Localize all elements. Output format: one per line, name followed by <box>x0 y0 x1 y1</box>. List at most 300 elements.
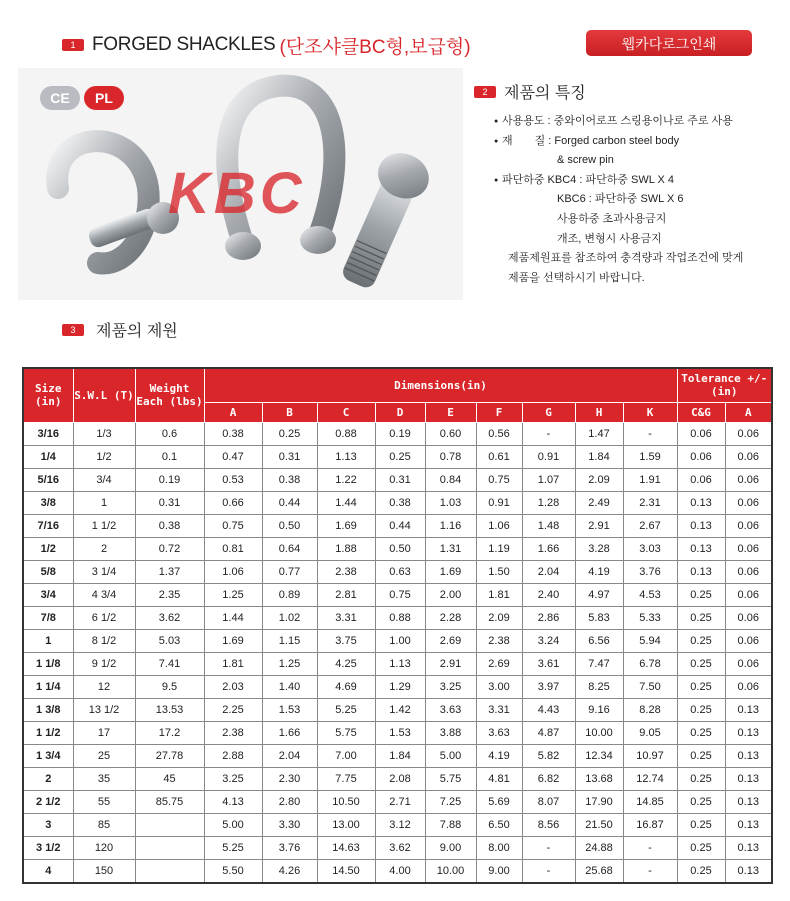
table-cell: 2.91 <box>425 652 476 675</box>
table-cell: 0.13 <box>725 836 772 859</box>
table-cell: 0.50 <box>262 514 317 537</box>
table-cell: 1.15 <box>262 629 317 652</box>
table-cell: 3.25 <box>425 675 476 698</box>
feature-text: KBC6 : 파단하중 SWL X 6 <box>502 193 684 206</box>
header-dim-h: H <box>575 402 623 422</box>
table-cell: 2 1/2 <box>23 790 73 813</box>
table-cell: 0.25 <box>677 859 725 883</box>
table-cell: 8.28 <box>623 698 677 721</box>
table-cell: 2.04 <box>262 744 317 767</box>
table-cell: 3.25 <box>204 767 262 790</box>
table-cell: 7.47 <box>575 652 623 675</box>
table-cell: - <box>522 836 575 859</box>
table-cell: 2.38 <box>317 560 375 583</box>
table-cell: 0.06 <box>725 652 772 675</box>
table-cell: 2.09 <box>575 468 623 491</box>
table-cell: 4 <box>23 859 73 883</box>
table-cell: 1.00 <box>375 629 425 652</box>
table-cell: 3.88 <box>425 721 476 744</box>
table-cell: 0.13 <box>725 813 772 836</box>
table-cell: 3.28 <box>575 537 623 560</box>
table-cell: 1.53 <box>375 721 425 744</box>
table-row <box>23 491 772 514</box>
table-cell: 2.25 <box>204 698 262 721</box>
table-cell: 3.97 <box>522 675 575 698</box>
table-cell: 5.83 <box>575 606 623 629</box>
table-cell: 2.67 <box>623 514 677 537</box>
table-cell: 2.49 <box>575 491 623 514</box>
header-dim-e: E <box>425 402 476 422</box>
table-cell: 0.25 <box>375 445 425 468</box>
table-cell: 0.06 <box>725 537 772 560</box>
table-cell: 3.76 <box>262 836 317 859</box>
table-cell: 0.84 <box>425 468 476 491</box>
table-cell: 7.00 <box>317 744 375 767</box>
header-dim-g: G <box>522 402 575 422</box>
table-cell: 13.00 <box>317 813 375 836</box>
table-cell: 1.03 <box>425 491 476 514</box>
table-cell: 2.81 <box>317 583 375 606</box>
table-cell: 0.25 <box>677 721 725 744</box>
table-cell: 5.33 <box>623 606 677 629</box>
table-cell: 27.78 <box>135 744 204 767</box>
table-cell: 1.25 <box>204 583 262 606</box>
table-cell: 4.19 <box>476 744 522 767</box>
table-cell: 1.91 <box>623 468 677 491</box>
table-row <box>23 744 772 767</box>
table-cell: 3/4 <box>23 583 73 606</box>
table-cell: 3.63 <box>476 721 522 744</box>
table-cell: 4.19 <box>575 560 623 583</box>
table-cell: 3.30 <box>262 813 317 836</box>
table-cell: 4 3/4 <box>73 583 135 606</box>
table-cell: 4.26 <box>262 859 317 883</box>
bullet-icon: ● <box>494 118 499 125</box>
table-cell: 0.06 <box>725 606 772 629</box>
table-cell: 0.06 <box>725 422 772 445</box>
table-cell: 0.25 <box>677 606 725 629</box>
table-cell: 13.53 <box>135 698 204 721</box>
table-cell: 6.82 <box>522 767 575 790</box>
feature-line <box>494 249 743 269</box>
header-tol-a: A <box>725 402 772 422</box>
features-list <box>494 112 743 288</box>
table-cell: 4.53 <box>623 583 677 606</box>
table-cell: 8.07 <box>522 790 575 813</box>
table-cell: 5.50 <box>204 859 262 883</box>
table-cell: 0.44 <box>262 491 317 514</box>
table-cell: 3.00 <box>476 675 522 698</box>
feature-text: 제품제원표를 참조하여 충격량과 작업조건에 맞게 <box>508 252 744 265</box>
table-cell: 0.66 <box>204 491 262 514</box>
table-cell: 0.25 <box>677 652 725 675</box>
table-cell: 0.50 <box>375 537 425 560</box>
table-cell: 2.00 <box>425 583 476 606</box>
table-cell: 1.69 <box>204 629 262 652</box>
table-cell: 0.81 <box>204 537 262 560</box>
table-cell: 0.06 <box>725 583 772 606</box>
table-cell: 1.81 <box>476 583 522 606</box>
table-row <box>23 583 772 606</box>
table-cell: 0.13 <box>677 491 725 514</box>
table-cell: 4.00 <box>375 859 425 883</box>
table-cell: 1.69 <box>425 560 476 583</box>
table-cell: 3.63 <box>425 698 476 721</box>
table-cell: - <box>522 859 575 883</box>
table-cell: 35 <box>73 767 135 790</box>
table-cell: - <box>623 859 677 883</box>
table-row <box>23 675 772 698</box>
table-cell: 0.25 <box>677 836 725 859</box>
table-cell: 5.75 <box>317 721 375 744</box>
feature-text: 사용용도 : 중와이어로프 스링용이나로 주로 사용 <box>502 115 733 127</box>
table-cell: 0.47 <box>204 445 262 468</box>
table-row <box>23 859 772 883</box>
table-cell: 0.88 <box>317 422 375 445</box>
table-cell: 12 <box>73 675 135 698</box>
table-cell: 0.25 <box>677 583 725 606</box>
table-cell: 85 <box>73 813 135 836</box>
table-cell: 0.25 <box>677 813 725 836</box>
table-cell: 5.25 <box>204 836 262 859</box>
table-cell: 0.31 <box>262 445 317 468</box>
table-cell: 0.38 <box>204 422 262 445</box>
table-cell: 17.90 <box>575 790 623 813</box>
table-cell: 4.69 <box>317 675 375 698</box>
web-catalog-print-button[interactable]: 웹카다로그인쇄 <box>586 30 752 56</box>
table-cell: 0.19 <box>375 422 425 445</box>
feature-line <box>494 269 743 289</box>
table-row <box>23 721 772 744</box>
table-cell: 0.75 <box>476 468 522 491</box>
table-cell: 0.64 <box>262 537 317 560</box>
table-cell: 2.80 <box>262 790 317 813</box>
table-cell: 2.88 <box>204 744 262 767</box>
table-cell: 7.25 <box>425 790 476 813</box>
table-cell: 4.97 <box>575 583 623 606</box>
table-cell: 0.91 <box>522 445 575 468</box>
feature-text: 재 질 : Forged carbon steel body <box>502 134 680 147</box>
table-cell: 1.02 <box>262 606 317 629</box>
table-cell: 5/16 <box>23 468 73 491</box>
table-cell: 1 1/2 <box>73 514 135 537</box>
table-cell: 5.82 <box>522 744 575 767</box>
table-cell: 1.13 <box>317 445 375 468</box>
table-cell: 0.13 <box>725 721 772 744</box>
table-cell: 2.91 <box>575 514 623 537</box>
table-cell: 25.68 <box>575 859 623 883</box>
table-cell: 1.25 <box>262 652 317 675</box>
table-cell: 0.25 <box>677 629 725 652</box>
table-cell: 5.00 <box>425 744 476 767</box>
section-number: 1 <box>62 39 84 51</box>
table-cell: 17 <box>73 721 135 744</box>
spec-heading <box>62 318 178 341</box>
table-cell: 1.28 <box>522 491 575 514</box>
table-cell: 2.71 <box>375 790 425 813</box>
table-cell: 1.22 <box>317 468 375 491</box>
feature-line <box>494 151 743 171</box>
table-cell: 1.44 <box>204 606 262 629</box>
table-cell: 1 3/4 <box>23 744 73 767</box>
table-cell: 0.06 <box>725 629 772 652</box>
table-cell: 12.34 <box>575 744 623 767</box>
table-cell: 1/3 <box>73 422 135 445</box>
table-cell: 3/16 <box>23 422 73 445</box>
table-cell: 0.06 <box>725 468 772 491</box>
header-tolerance: Tolerance +/- (in) <box>677 368 772 402</box>
table-cell: 0.25 <box>677 744 725 767</box>
table-cell: 0.06 <box>725 491 772 514</box>
table-cell: 0.13 <box>725 790 772 813</box>
table-cell: 1.16 <box>425 514 476 537</box>
table-cell: 2.28 <box>425 606 476 629</box>
table-cell: 6 1/2 <box>73 606 135 629</box>
table-cell: 1/4 <box>23 445 73 468</box>
table-cell: 4.13 <box>204 790 262 813</box>
table-cell: 0.13 <box>725 859 772 883</box>
table-row <box>23 537 772 560</box>
feature-line <box>494 112 743 132</box>
table-cell: 0.78 <box>425 445 476 468</box>
table-cell: 85.75 <box>135 790 204 813</box>
table-cell: 2.09 <box>476 606 522 629</box>
table-row <box>23 698 772 721</box>
table-cell: 0.06 <box>725 445 772 468</box>
table-cell: 8 1/2 <box>73 629 135 652</box>
table-cell: 0.25 <box>677 698 725 721</box>
table-cell: 3 1/4 <box>73 560 135 583</box>
table-cell: 7.41 <box>135 652 204 675</box>
table-row <box>23 468 772 491</box>
table-cell: 0.25 <box>677 790 725 813</box>
table-cell: 2 <box>73 537 135 560</box>
table-cell: 3.24 <box>522 629 575 652</box>
table-cell: 3/8 <box>23 491 73 514</box>
screw-pin-image <box>332 145 436 294</box>
table-cell: 10.00 <box>575 721 623 744</box>
header-dimensions: Dimensions(in) <box>204 368 677 402</box>
table-cell: 1.13 <box>375 652 425 675</box>
table-cell: 1 <box>23 629 73 652</box>
features-title: 제품의 특징 <box>504 85 586 102</box>
table-cell: 7.75 <box>317 767 375 790</box>
table-cell: 14.50 <box>317 859 375 883</box>
table-cell: 17.2 <box>135 721 204 744</box>
feature-text: 파단하중 KBC4 : 파단하중 SWL X 4 <box>502 173 675 186</box>
table-cell: 13.68 <box>575 767 623 790</box>
table-cell: 5.03 <box>135 629 204 652</box>
table-cell: 0.38 <box>262 468 317 491</box>
table-cell: 5.69 <box>476 790 522 813</box>
table-cell: 0.38 <box>135 514 204 537</box>
table-cell: 0.6 <box>135 422 204 445</box>
header-tol-cg: C&G <box>677 402 725 422</box>
table-cell: 5.94 <box>623 629 677 652</box>
header-swl: S.W.L (T) <box>73 368 135 422</box>
spec-table <box>22 367 773 884</box>
table-cell: 12.74 <box>623 767 677 790</box>
table-cell: 5.25 <box>317 698 375 721</box>
table-row <box>23 606 772 629</box>
table-cell: 3.31 <box>317 606 375 629</box>
table-cell: 0.75 <box>204 514 262 537</box>
table-cell: 45 <box>135 767 204 790</box>
table-cell: 0.25 <box>677 767 725 790</box>
table-cell: 2.35 <box>135 583 204 606</box>
table-row <box>23 445 772 468</box>
table-cell: 5.00 <box>204 813 262 836</box>
table-row <box>23 813 772 836</box>
table-cell: 1.37 <box>135 560 204 583</box>
table-cell: 0.25 <box>262 422 317 445</box>
table-cell: 9.5 <box>135 675 204 698</box>
table-cell: 1.84 <box>375 744 425 767</box>
table-cell: 3.76 <box>623 560 677 583</box>
table-cell: 0.19 <box>135 468 204 491</box>
table-cell: 10.97 <box>623 744 677 767</box>
table-cell: 0.44 <box>375 514 425 537</box>
table-cell: 1.47 <box>575 422 623 445</box>
table-cell: 25 <box>73 744 135 767</box>
table-cell: 0.06 <box>725 675 772 698</box>
table-cell: 3/4 <box>73 468 135 491</box>
table-cell: 1/2 <box>73 445 135 468</box>
table-cell: 1.84 <box>575 445 623 468</box>
page-subtitle: (단조샤클BC형,보급형) <box>279 36 471 58</box>
table-cell <box>135 836 204 859</box>
table-cell: 0.13 <box>725 767 772 790</box>
table-cell: 2.40 <box>522 583 575 606</box>
table-cell: 0.13 <box>677 537 725 560</box>
table-cell: 1.48 <box>522 514 575 537</box>
table-cell: 14.63 <box>317 836 375 859</box>
table-cell: 1.07 <box>522 468 575 491</box>
table-cell: 6.50 <box>476 813 522 836</box>
feature-line <box>494 210 743 230</box>
table-cell: 1 1/2 <box>23 721 73 744</box>
table-cell: 4.81 <box>476 767 522 790</box>
table-cell: 5.75 <box>425 767 476 790</box>
product-photo <box>18 68 463 300</box>
table-cell: 6.78 <box>623 652 677 675</box>
table-cell: 2.30 <box>262 767 317 790</box>
feature-line <box>494 190 743 210</box>
feature-text: & screw pin <box>502 154 614 167</box>
table-cell: 0.75 <box>375 583 425 606</box>
table-cell: 21.50 <box>575 813 623 836</box>
table-cell: 1 1/4 <box>23 675 73 698</box>
table-cell: 24.88 <box>575 836 623 859</box>
table-cell: 1.31 <box>425 537 476 560</box>
table-cell: 1.69 <box>317 514 375 537</box>
table-cell: 10.50 <box>317 790 375 813</box>
table-cell: 4.43 <box>522 698 575 721</box>
table-cell: 0.61 <box>476 445 522 468</box>
feature-line <box>494 171 743 191</box>
table-cell: 3.61 <box>522 652 575 675</box>
table-cell: 0.06 <box>725 560 772 583</box>
bullet-icon: ● <box>494 176 499 184</box>
table-cell: 1.53 <box>262 698 317 721</box>
table-cell: 0.63 <box>375 560 425 583</box>
table-cell: 0.53 <box>204 468 262 491</box>
table-cell: 0.31 <box>135 491 204 514</box>
table-cell: 1.29 <box>375 675 425 698</box>
table-cell: 9.05 <box>623 721 677 744</box>
table-cell: 1/2 <box>23 537 73 560</box>
header-dim-a: A <box>204 402 262 422</box>
table-cell: 13 1/2 <box>73 698 135 721</box>
table-row <box>23 790 772 813</box>
table-cell: 1.81 <box>204 652 262 675</box>
table-cell: 0.56 <box>476 422 522 445</box>
table-cell: 8.25 <box>575 675 623 698</box>
table-cell: 0.13 <box>677 560 725 583</box>
feature-line <box>494 230 743 250</box>
table-cell: 0.25 <box>677 675 725 698</box>
table-cell: 1 1/8 <box>23 652 73 675</box>
table-row <box>23 652 772 675</box>
table-cell: - <box>623 836 677 859</box>
bullet-icon: ● <box>494 137 499 145</box>
table-cell: 1.59 <box>623 445 677 468</box>
table-cell: - <box>522 422 575 445</box>
table-cell: 3 1/2 <box>23 836 73 859</box>
table-cell: 2.69 <box>476 652 522 675</box>
table-cell: 3.31 <box>476 698 522 721</box>
table-cell: 5/8 <box>23 560 73 583</box>
header-dim-f: F <box>476 402 522 422</box>
table-cell: 0.13 <box>725 698 772 721</box>
header-dim-k: K <box>623 402 677 422</box>
table-cell: 4.87 <box>522 721 575 744</box>
table-cell: 2.38 <box>204 721 262 744</box>
table-cell: 9.00 <box>476 859 522 883</box>
table-row <box>23 629 772 652</box>
spec-title: 제품의 제원 <box>96 323 178 340</box>
table-cell: 0.06 <box>677 422 725 445</box>
table-cell: 1.44 <box>317 491 375 514</box>
table-cell: - <box>623 422 677 445</box>
table-cell: 0.13 <box>725 744 772 767</box>
table-cell: 3.12 <box>375 813 425 836</box>
table-cell: 3.62 <box>375 836 425 859</box>
table-cell: 1.66 <box>522 537 575 560</box>
table-cell: 0.60 <box>425 422 476 445</box>
table-cell: 7.88 <box>425 813 476 836</box>
table-cell: 10.00 <box>425 859 476 883</box>
table-cell: 1.50 <box>476 560 522 583</box>
table-cell: 55 <box>73 790 135 813</box>
table-cell: 0.91 <box>476 491 522 514</box>
table-cell: 14.85 <box>623 790 677 813</box>
table-row <box>23 560 772 583</box>
table-cell: 0.89 <box>262 583 317 606</box>
table-cell: 1.40 <box>262 675 317 698</box>
table-cell: 2.86 <box>522 606 575 629</box>
table-cell: 8.00 <box>476 836 522 859</box>
table-cell: 1 3/8 <box>23 698 73 721</box>
feature-text: 제품을 선택하시기 바랍니다. <box>508 271 645 284</box>
table-cell: 3.03 <box>623 537 677 560</box>
table-cell: 2.31 <box>623 491 677 514</box>
header-dim-d: D <box>375 402 425 422</box>
table-cell: 7/8 <box>23 606 73 629</box>
table-cell: 1.88 <box>317 537 375 560</box>
table-cell: 0.13 <box>677 514 725 537</box>
table-row <box>23 514 772 537</box>
